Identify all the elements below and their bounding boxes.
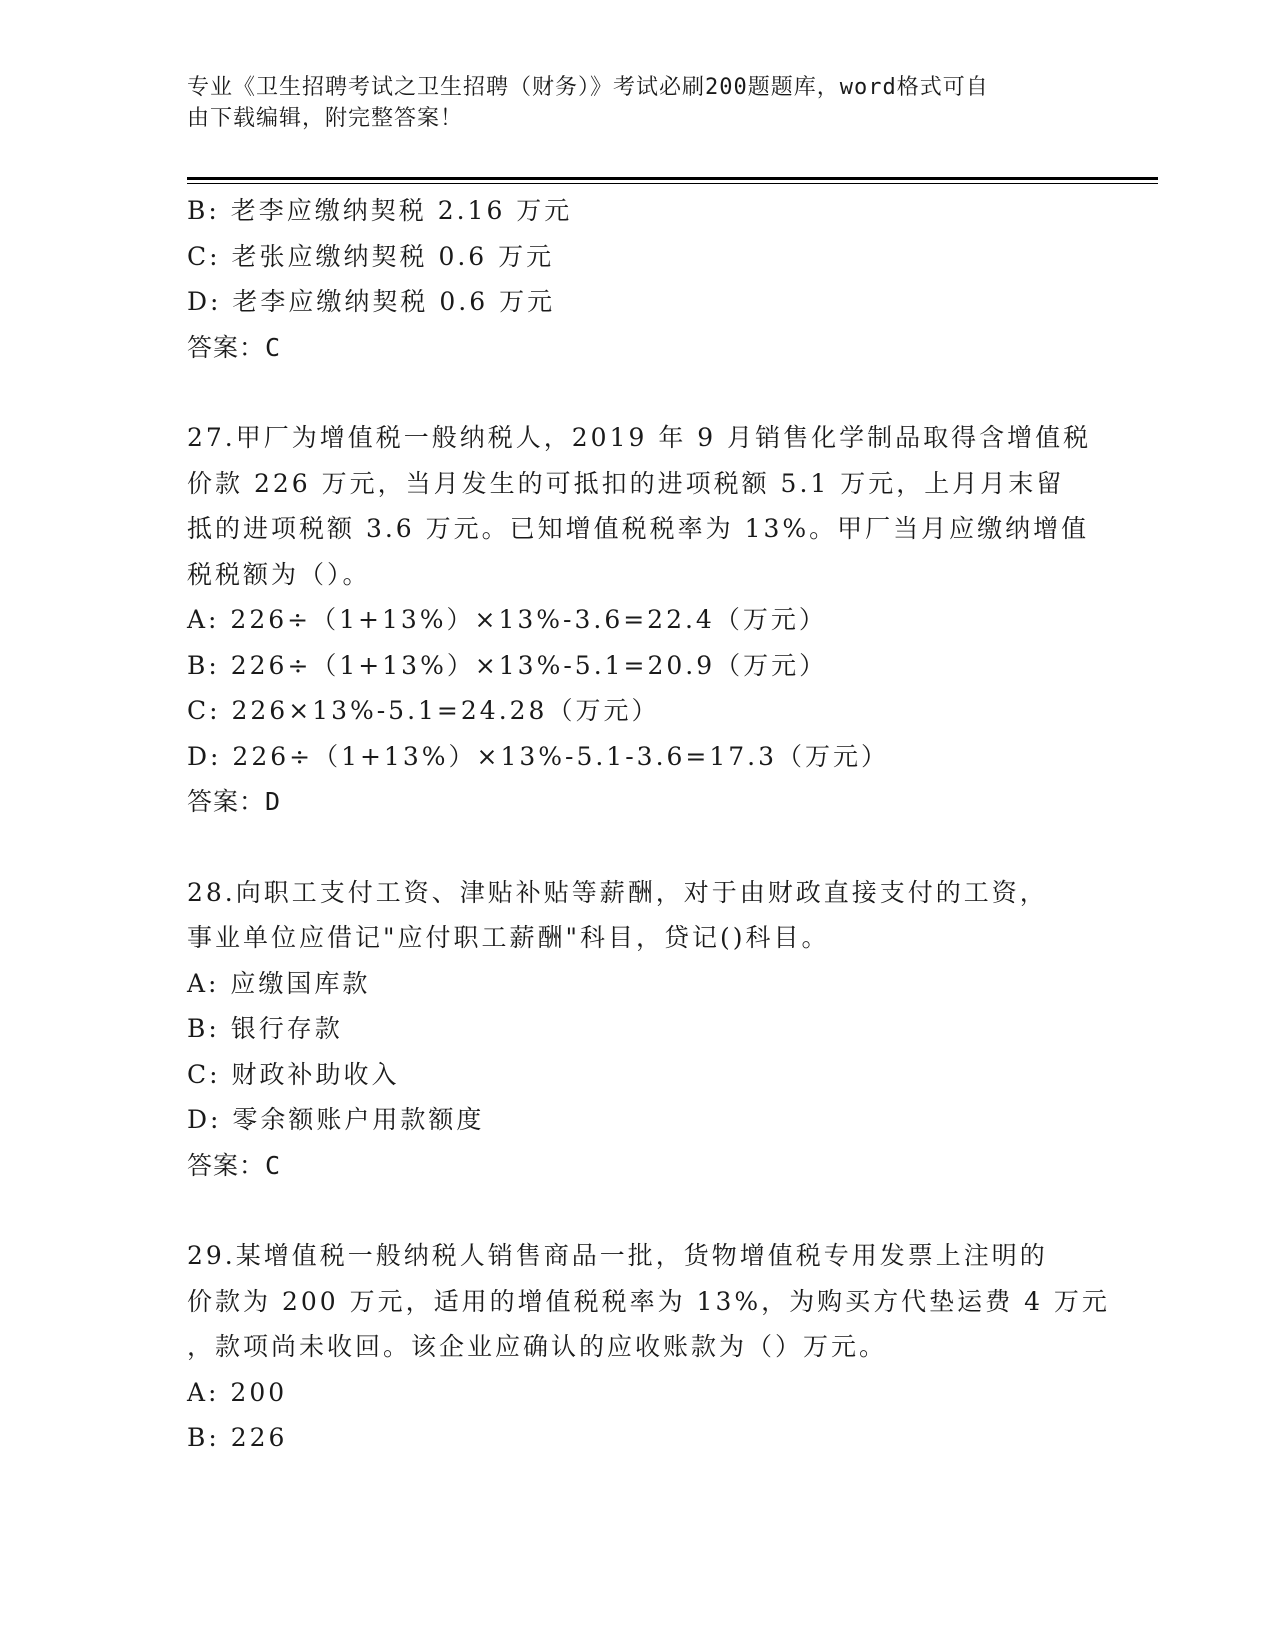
document-body [187, 188, 1110, 1461]
option-c: C: 老张应缴纳契税 0.6 万元 [187, 241, 555, 271]
answer-line: 答案：C [187, 1150, 282, 1180]
option-a: A: 200 [187, 1377, 288, 1407]
question-text-line: 28.向职工支付工资、津贴补贴等薪酬，对于由财政直接支付的工资， [187, 877, 1048, 907]
question-text-line: 税税额为（）。 [187, 559, 371, 589]
header-divider-thin [187, 183, 1158, 184]
question-text-line: 27.甲厂为增值税一般纳税人，2019 年 9 月销售化学制品取得含增值税 [187, 423, 1092, 452]
question-text-line: 29.某增值税一般纳税人销售商品一批，货物增值税专用发票上注明的 [187, 1241, 1048, 1270]
option-b: B: 226 [187, 1423, 288, 1452]
spacer [187, 370, 1087, 415]
option-c: C: 财政补助收入 [187, 1059, 400, 1089]
header-line-2: 由下载编辑，附完整答案！ [187, 106, 464, 131]
header-divider-thick [187, 177, 1158, 180]
answer-line: 答案：C [187, 332, 282, 362]
spacer [187, 1188, 1087, 1233]
question-27 [187, 415, 1092, 825]
answer-line: 答案：D [187, 787, 282, 816]
option-a: A: 226÷（1+13%）×13%-3.6=22.4（万元） [187, 605, 827, 634]
header-line-1: 专业《卫生招聘考试之卫生招聘（财务）》考试必刷200题题库，word格式可自 [187, 75, 989, 100]
option-b: B: 226÷（1+13%）×13%-5.1=20.9（万元） [187, 650, 828, 680]
option-d: D: 老李应缴纳契税 0.6 万元 [187, 287, 556, 316]
question-text-line: 事业单位应借记"应付职工薪酬"科目，贷记()科目。 [187, 923, 830, 952]
option-d: D: 零余额账户用款额度 [187, 1105, 485, 1134]
spacer [187, 825, 1087, 870]
option-a: A: 应缴国库款 [187, 968, 371, 998]
question-29 [187, 1233, 1110, 1461]
option-b: B: 银行存款 [187, 1014, 343, 1043]
question-text-line: 价款 226 万元，当月发生的可抵扣的进项税额 5.1 万元，上月月末留 [187, 468, 1065, 498]
document-header [187, 72, 1087, 134]
question-28 [187, 870, 1087, 1189]
question-text-line: 抵的进项税额 3.6 万元。已知增值税税率为 13%。甲厂当月应缴纳增值 [187, 514, 1090, 543]
option-c: C: 226×13%-5.1=24.28（万元） [187, 696, 660, 725]
option-d: D: 226÷（1+13%）×13%-5.1-3.6=17.3（万元） [187, 741, 890, 771]
question-text-line: 价款为 200 万元，适用的增值税税率为 13%，为购买方代垫运费 4 万元 [187, 1286, 1110, 1316]
question-text-line: ，款项尚未收回。该企业应确认的应收账款为（）万元。 [187, 1332, 888, 1361]
question-26-continued [187, 188, 1087, 370]
option-b: B: 老李应缴纳契税 2.16 万元 [187, 196, 573, 225]
